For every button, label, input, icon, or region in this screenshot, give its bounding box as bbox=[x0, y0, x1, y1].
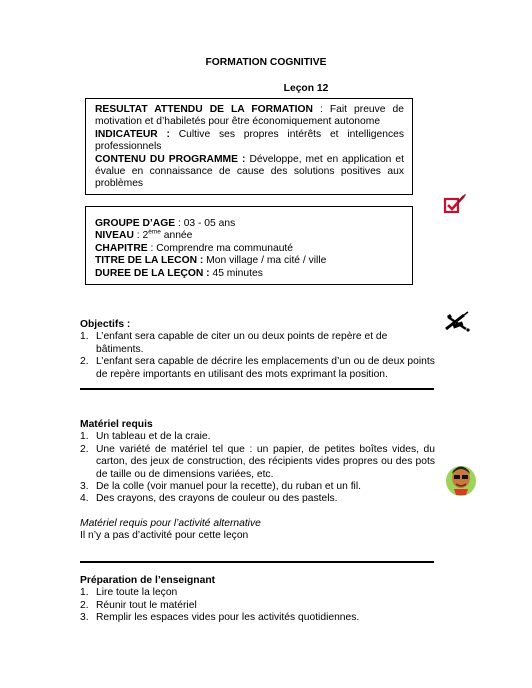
item-number: 1. bbox=[80, 331, 89, 343]
contenu-text: Développe, met en application et évalue en connaissance de cause des solutions positives aux problèmes bbox=[95, 153, 405, 190]
preparation-list bbox=[80, 587, 435, 624]
duree-value: 45 minutes bbox=[209, 267, 263, 279]
item-number: 3. bbox=[80, 481, 89, 493]
list-item bbox=[80, 331, 435, 356]
item-text: Un tableau et de la craie. bbox=[96, 431, 211, 443]
titre-line bbox=[95, 255, 404, 267]
chapitre-label: CHAPITRE bbox=[95, 242, 148, 254]
checkbox-pencil-icon bbox=[443, 193, 467, 215]
indicateur-label: INDICATEUR : bbox=[95, 128, 170, 140]
materiel-section bbox=[80, 419, 435, 543]
contenu-label: CONTENU DU PROGRAMME : bbox=[95, 153, 246, 165]
niveau-label: NIVEAU bbox=[95, 230, 134, 242]
preparation-section bbox=[80, 575, 435, 625]
alt-materiel-title: Matériel requis pour l’activité alternative bbox=[80, 517, 261, 529]
resultat-text: : Fait preuve de motivation et d’habiletés pour être économiquement autonome bbox=[95, 104, 404, 128]
lesson-info-box bbox=[85, 206, 413, 285]
formation-box bbox=[85, 98, 413, 195]
contenu-line bbox=[95, 154, 404, 191]
indicateur-text: Cultive ses propres intérêts et intelligences professionnels bbox=[95, 128, 404, 153]
titre-value: Mon village / ma cité / ville bbox=[203, 255, 327, 267]
list-item bbox=[80, 481, 435, 493]
titre-label: TITRE DE LA LECON : bbox=[95, 255, 204, 267]
section-divider bbox=[80, 388, 434, 390]
list-item bbox=[80, 600, 435, 612]
chapitre-line bbox=[95, 243, 404, 255]
duree-line bbox=[95, 268, 404, 280]
lesson-number: Leçon 12 bbox=[283, 83, 329, 94]
item-text: De la colle (voir manuel pour la recette), du ruban et un fil. bbox=[96, 481, 361, 493]
item-text: Des crayons, des crayons de couleur ou des pastels. bbox=[96, 493, 338, 505]
list-item bbox=[80, 493, 435, 505]
item-number: 2. bbox=[80, 356, 89, 368]
objectifs-section bbox=[80, 319, 435, 381]
objectifs-list bbox=[80, 331, 435, 381]
item-text: Remplir les espaces vides pour les activités quotidiennes. bbox=[96, 612, 360, 624]
groupe-value: : 03 - 05 ans bbox=[175, 218, 236, 229]
teacher-face-icon bbox=[444, 462, 478, 498]
preparation-title: Préparation de l’enseignant bbox=[80, 575, 216, 586]
list-item bbox=[80, 431, 435, 443]
section-divider bbox=[80, 561, 434, 563]
item-number: 2. bbox=[80, 443, 89, 455]
item-number: 2. bbox=[80, 599, 89, 611]
objectifs-title: Objectifs : bbox=[80, 319, 131, 330]
materiel-title: Matériel requis bbox=[80, 419, 153, 430]
list-item bbox=[80, 612, 435, 624]
duree-label: DUREE DE LA LEÇON : bbox=[95, 267, 210, 279]
groupe-label: GROUPE D’AGE bbox=[95, 218, 176, 229]
item-number: 1. bbox=[80, 431, 89, 443]
item-number: 1. bbox=[80, 587, 89, 599]
groupe-line bbox=[95, 218, 404, 230]
item-text: Réunir tout le matériel bbox=[96, 599, 197, 611]
item-text: L’enfant sera capable de décrire les emplacements d’un ou de deux points de repère importants en utilisant des mots exprimant la position. bbox=[96, 356, 435, 380]
alt-materiel-text: Il n’y a pas d’activité pour cette leçon bbox=[80, 530, 249, 542]
niveau-line bbox=[95, 230, 404, 242]
item-text: Une variété de matériel tel que : un papier, de petites boîtes vides, du carton, des jeux de construction, des récipients vides propres ou des pots de taille ou de dimensions variées, etc. bbox=[96, 443, 435, 480]
list-item bbox=[80, 587, 435, 599]
list-item bbox=[80, 444, 435, 481]
niveau-value: : 2 bbox=[133, 230, 149, 242]
materiel-list bbox=[80, 431, 435, 505]
niveau-value-post: année bbox=[160, 230, 193, 242]
list-item bbox=[80, 356, 435, 381]
item-number: 4. bbox=[80, 493, 89, 505]
document-title: FORMATION COGNITIVE bbox=[205, 57, 327, 68]
resultat-label: RESULTAT ATTENDU DE LA FORMATION bbox=[95, 104, 313, 115]
item-number: 3. bbox=[80, 612, 89, 624]
item-text: Lire toute la leçon bbox=[96, 587, 178, 599]
indicateur-line bbox=[95, 129, 404, 154]
pencil-tools-icon bbox=[444, 311, 472, 333]
niveau-sup: ème bbox=[148, 228, 161, 236]
chapitre-value: : Comprendre ma communauté bbox=[147, 242, 294, 254]
resultat-line bbox=[95, 104, 404, 129]
item-text: L’enfant sera capable de citer un ou deux points de repère et de bâtiments. bbox=[96, 331, 388, 355]
